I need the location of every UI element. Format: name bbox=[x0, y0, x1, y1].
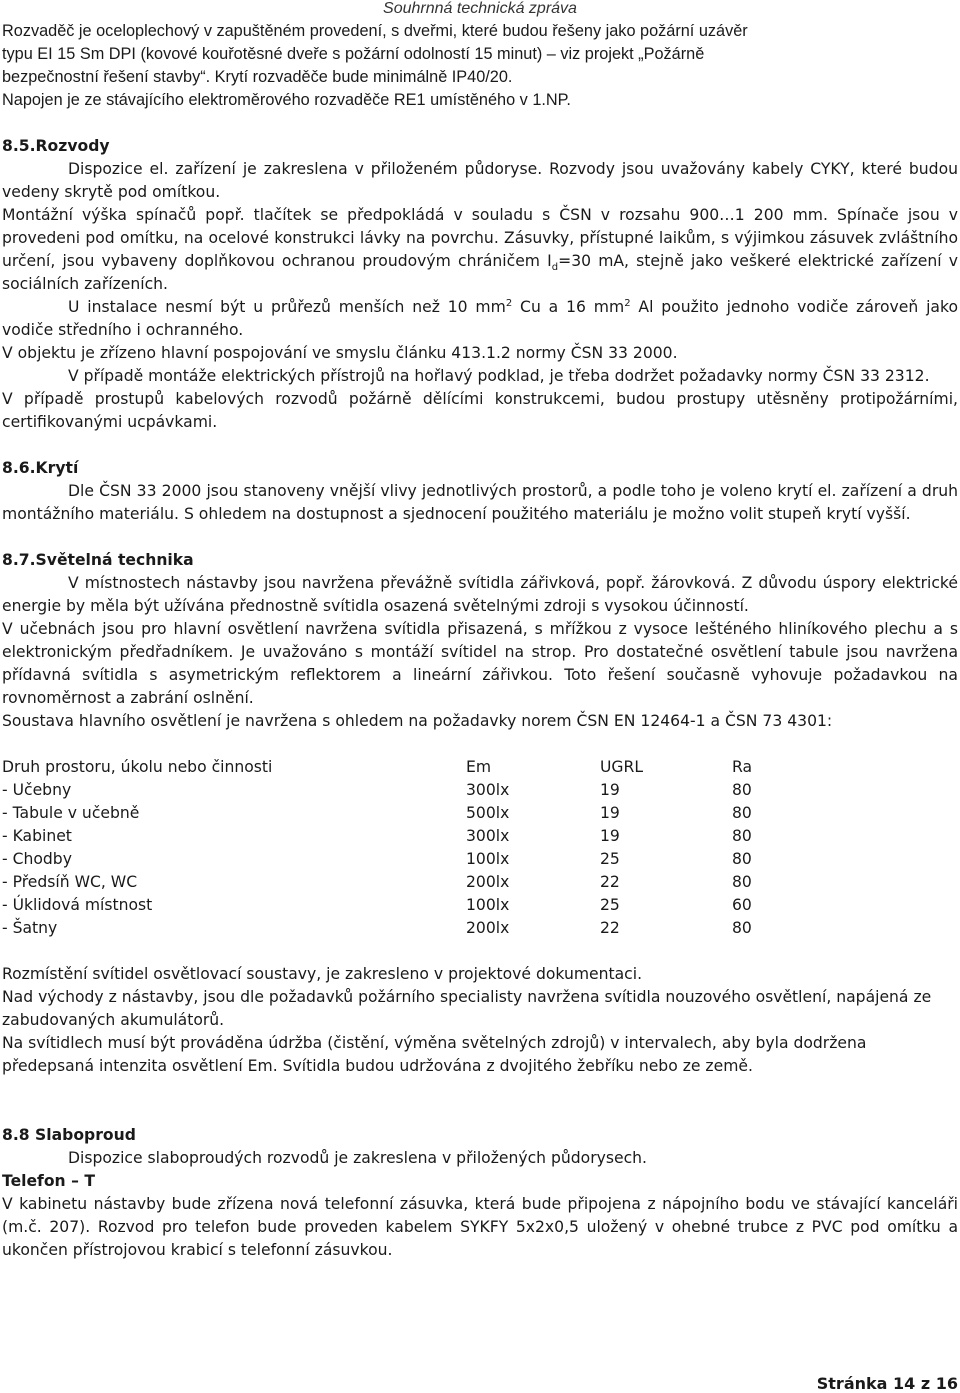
paragraph-ucebny: V učebnách jsou pro hlavní osvětlení navržena svítidla přisazená, s mřížkou z vysoce lešténého hliníkového plechu a s elektronickým předřadníkem. Je uvažováno s montáží svítidel na strop. Pro dostatečné osvětlení tabule jsou navržena přídavná svítidla s asymetrickým reflektorem a lineární zářivkou. Toto řešení současně vyhovuje požadavkou na rovnoměrnost a zabrání oslnění. bbox=[2, 620, 958, 707]
intro-line-2: typu EI 15 Sm DPI (kovové kouřotěsné dveře s požární odolností 15 minut) – viz projekt „Požárně bbox=[2, 45, 705, 63]
paragraph-slaboproud: Dispozice slaboproudých rozvodů je zakreslena v přiložených půdorysech. bbox=[68, 1149, 647, 1167]
table-cell: - Tabule v učebně bbox=[2, 804, 140, 822]
table-cell: - Šatny bbox=[2, 919, 58, 937]
section-heading-8-5: 8.5.Rozvody bbox=[2, 137, 110, 155]
paragraph-udrzba: Na svítidlech musí být prováděna údržba (čistění, výměna světelných zdrojů) v intervalech, aby byla dodržena předepsaná intenzita osvětlení Em. Svítidla budou udržována z dvojitého žebříku nebo ze země. bbox=[2, 1034, 867, 1075]
intro-line-4: Napojen je ze stávajícího elektroměrového rozvaděče RE1 umístěného v 1.NP. bbox=[2, 91, 571, 109]
table-cell: 80 bbox=[732, 919, 752, 937]
paragraph-montazni-vyska: Montážní výška spínačů popř. tlačítek se předpokládá v souladu s ČSN v rozsahu 900…1 200 mm. Spínače jsou v provedeni pod omítku, na ocelové konstrukci lávky na povrchu. Zásuvky, přístupné laikům, s výjimkou zásuvek zvláštního určení, jsou vybaveny doplňkovou ochranou proudovým chráničem $I_d=30$ mA, stejně jako veškeré elektrické zařízení v sociálních zařízeních. bbox=[2, 206, 959, 293]
section-heading-8-7: 8.7.Světelná technika bbox=[2, 551, 194, 569]
paragraph-soustava: Soustava hlavního osvětlení je navržena s ohledem na požadavky norem ČSN EN 12464-1 a ČSN 73 4301: bbox=[2, 712, 833, 730]
running-header: Souhrnná technická zpráva bbox=[383, 0, 577, 17]
table-cell: 300lx bbox=[466, 781, 510, 799]
intro-line-3: bezpečnostní řešení stavby“. Krytí rozvaděče bude minimálně IP40/20. bbox=[2, 68, 513, 86]
table-cell: 300lx bbox=[466, 827, 510, 845]
paragraph-svitidla: V místnostech nástavby jsou navržena převážně svítidla zářivková, popř. žárovková. Z důvodu úspory elektrické energie by měla být užívána přednostně svítidla osazená světelnými zdroji s vysokou účinností. bbox=[2, 574, 958, 615]
table-header-cell: Druh prostoru, úkolu nebo činnosti bbox=[2, 758, 273, 776]
table-cell: 100lx bbox=[466, 850, 510, 868]
table-cell: 500lx bbox=[466, 804, 510, 822]
table-cell: - Učebny bbox=[2, 781, 72, 799]
paragraph-dispozice: Dispozice el. zařízení je zakreslena v přiloženém půdoryse. Rozvody jsou uvažovány kabely CYKY, které budou vedeny skrytě pod omítkou. bbox=[2, 160, 958, 201]
paragraph-horlavy-podklad: V případě montáže elektrických přístrojů na hořlavý podklad, je třeba dodržet požadavky normy ČSN 33 2312. bbox=[68, 367, 930, 385]
table-cell: - Kabinet bbox=[2, 827, 72, 845]
table-cell: 25 bbox=[600, 896, 620, 914]
table-row bbox=[2, 871, 958, 894]
table-cell: 22 bbox=[600, 873, 620, 891]
paragraph-rozmisteni: Rozmístění svítidel osvětlovací soustavy, je zakresleno v projektové dokumentaci. bbox=[2, 965, 643, 983]
table-row bbox=[2, 825, 958, 848]
table-cell: - Úklidová místnost bbox=[2, 896, 153, 914]
lighting-table bbox=[2, 756, 958, 940]
table-header-cell: Ra bbox=[732, 758, 753, 776]
table-cell: 80 bbox=[732, 781, 752, 799]
paragraph-prostupy: V případě prostupů kabelových rozvodů požárně dělícími konstrukcemi, budou prostupy utěsněny protipožárními, certifikovanými ucpávkami. bbox=[2, 390, 958, 431]
table-cell: 25 bbox=[600, 850, 620, 868]
table-header-row bbox=[2, 756, 958, 779]
table-cell: 22 bbox=[600, 919, 620, 937]
table-cell: - Chodby bbox=[2, 850, 72, 868]
paragraph-nouzove-osvetleni: Nad východy z nástavby, jsou dle požadavků požárního specialisty navržena svítidla nouzového osvětlení, napájená ze zabudovaných akumulátorů. bbox=[2, 988, 932, 1029]
table-cell: 80 bbox=[732, 827, 752, 845]
table-row bbox=[2, 894, 958, 917]
table-cell: 80 bbox=[732, 850, 752, 868]
intro-line-1: Rozvaděč je oceloplechový v zapuštěném provedení, s dveřmi, které budou řešeny jako požární uzávěr bbox=[2, 22, 748, 40]
paragraph-prurez: U instalace nesmí být u průřezů menších než 10 $mm^2$ Cu a 16 $mm^2$ Al použito jednoho vodiče zároveň jako vodiče středního i ochranného. bbox=[2, 297, 958, 339]
table-cell: 200lx bbox=[466, 873, 510, 891]
page-number: Stránka 14 z 16 bbox=[816, 1374, 958, 1393]
paragraph-pospojovani: V objektu je zřízeno hlavní pospojování ve smyslu článku 413.1.2 normy ČSN 33 2000. bbox=[2, 344, 678, 362]
table-row bbox=[2, 802, 958, 825]
table-cell: 19 bbox=[600, 827, 620, 845]
table-row bbox=[2, 848, 958, 871]
document-body bbox=[2, 20, 958, 1262]
table-header-cell: Em bbox=[466, 758, 492, 776]
table-cell: 200lx bbox=[466, 919, 510, 937]
paragraph-kryti: Dle ČSN 33 2000 jsou stanoveny vnější vlivy jednotlivých prostorů, a podle toho je voleno krytí el. zařízení a druh montážního materiálu. S ohledem na dostupnost a sjednocení použitého materiálu je možno volit stupeň krytí vyšší. bbox=[2, 482, 958, 523]
section-heading-8-6: 8.6.Krytí bbox=[2, 459, 79, 477]
table-header-cell: UGRL bbox=[600, 758, 644, 776]
paragraph-telefon: V kabinetu nástavby bude zřízena nová telefonní zásuvka, která bude připojena z nápojního bodu ve stávající kanceláři (m.č. 207). Rozvod pro telefon bude proveden kabelem SYKFY 5x2x0,5 uložený v ohebné trubce z PVC pod omítku a ukončen přístrojovou krabicí s telefonní zásuvkou. bbox=[2, 1195, 958, 1259]
table-row bbox=[2, 917, 958, 940]
subheading-telefon: Telefon – T bbox=[2, 1172, 95, 1190]
table-cell: - Předsíň WC, WC bbox=[2, 873, 138, 891]
table-cell: 100lx bbox=[466, 896, 510, 914]
table-cell: 80 bbox=[732, 873, 752, 891]
table-row bbox=[2, 779, 958, 802]
table-cell: 19 bbox=[600, 781, 620, 799]
table-cell: 60 bbox=[732, 896, 752, 914]
table-cell: 19 bbox=[600, 804, 620, 822]
table-cell: 80 bbox=[732, 804, 752, 822]
section-heading-8-8: 8.8 Slaboproud bbox=[2, 1126, 136, 1144]
